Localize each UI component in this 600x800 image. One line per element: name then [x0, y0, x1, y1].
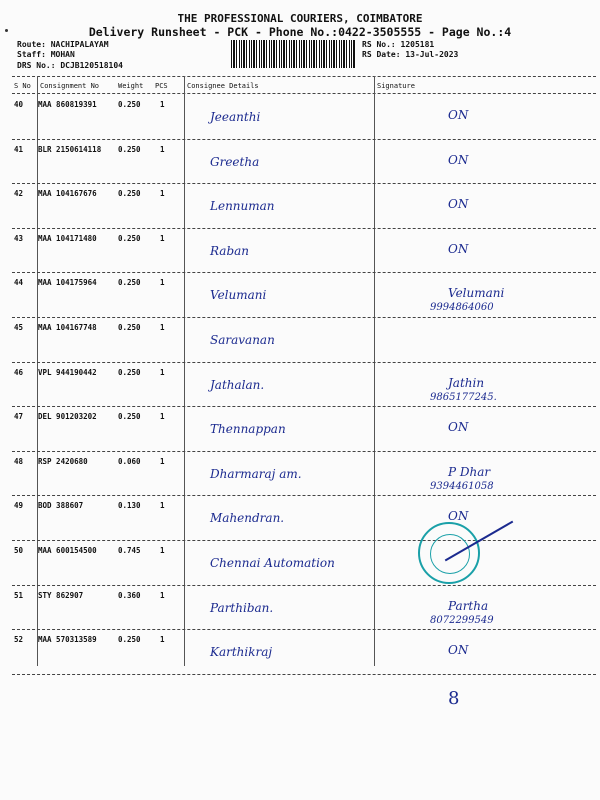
weight-cell: 0.250 [118, 189, 141, 199]
col-weight: Weight [118, 82, 144, 90]
consignee-handwriting: Jathalan. [210, 377, 265, 392]
table-row [0, 183, 600, 227]
pcs-cell: 1 [160, 367, 165, 377]
signature-handwriting: ON [448, 643, 469, 658]
consignment-number: MAA 860819391 [38, 100, 97, 109]
weight-cell: 0.130 [118, 501, 141, 511]
pcs-cell: 1 [160, 233, 165, 243]
consignee-handwriting: Raban [210, 243, 250, 258]
sno-cell: 46 [14, 367, 24, 377]
pcs-cell: 1 [160, 590, 165, 600]
col-consignment: Consignment No [40, 82, 100, 90]
row-divider [12, 674, 596, 675]
consignment-number: RSP 2420680 [38, 456, 88, 466]
weight-cell: 0.745 [118, 546, 141, 555]
consignment-number: STY 862907 [38, 590, 84, 600]
pcs-cell: 1 [160, 456, 165, 466]
phone-handwriting: 9865177245. [430, 391, 497, 403]
consignment-number: MAA 600154500 [38, 546, 97, 555]
pcs-cell: 1 [160, 278, 165, 288]
consignment-number: VPL 944190442 [38, 367, 97, 377]
drs-number: DRS No.: DCJB120518104 [17, 61, 123, 70]
weight-cell: 0.250 [118, 323, 141, 332]
pcs-cell: 1 [160, 144, 165, 154]
pcs-cell: 1 [160, 189, 165, 199]
consignee-handwriting: Karthikraj [210, 645, 273, 660]
table-row [0, 585, 600, 629]
table-row [0, 139, 600, 183]
staff-label: Staff: MOHAN [17, 50, 75, 59]
runsheet-subtitle: Delivery Runsheet - PCK - Phone No.:0422-3505555 - Page No.:4 [88, 25, 512, 39]
consignment-number: MAA 570313589 [38, 635, 97, 645]
consignee-handwriting: Dharmaraj am. [210, 466, 302, 481]
table-row [0, 540, 600, 584]
sno-cell: 41 [14, 144, 24, 154]
consignment-number: MAA 104175964 [38, 278, 97, 288]
consignee-handwriting: Mahendran. [210, 511, 285, 526]
sno-cell: 50 [14, 546, 24, 555]
handwritten-page-number: 8 [448, 688, 460, 709]
signature-handwriting: Partha [448, 598, 489, 613]
sno-cell: 42 [14, 189, 24, 199]
table-row [0, 451, 600, 495]
weight-cell: 0.250 [118, 367, 141, 377]
table-row [0, 495, 600, 539]
consignee-handwriting: Thennappan [210, 422, 286, 437]
signature-handwriting: ON [448, 420, 469, 435]
consignee-handwriting: Jeeanthi [210, 110, 261, 124]
sno-cell: 51 [14, 590, 24, 600]
pcs-cell: 1 [160, 546, 165, 555]
signature-handwriting: ON [448, 197, 469, 212]
rs-number: RS No.: 1205181 [362, 40, 435, 49]
consignee-handwriting: Greetha [210, 154, 260, 169]
table-row [0, 272, 600, 316]
signature-handwriting: ON [448, 509, 469, 524]
table-row [0, 228, 600, 272]
signature-handwriting: Velumani [448, 286, 505, 301]
sno-cell: 48 [14, 456, 24, 466]
signature-handwriting: Jathin [448, 375, 485, 390]
col-signature: Signature [377, 82, 415, 90]
consignment-number: MAA 104167676 [38, 189, 97, 199]
sno-cell: 40 [14, 100, 24, 109]
sno-cell: 49 [14, 501, 24, 511]
pcs-cell: 1 [160, 323, 165, 332]
sno-cell: 43 [14, 233, 24, 243]
phone-handwriting: 9394461058 [430, 480, 494, 492]
signature-handwriting: ON [448, 241, 469, 256]
consignment-number: MAA 104171480 [38, 233, 97, 243]
consignee-handwriting: Chennai Automation [210, 556, 335, 570]
rs-date: RS Date: 13-Jul-2023 [362, 50, 459, 59]
signature-handwriting: ON [448, 108, 469, 122]
route-label: Route: NACHIPALAYAM [17, 40, 109, 49]
table-row [0, 406, 600, 450]
weight-cell: 0.250 [118, 144, 141, 154]
consignment-number: BOD 388607 [38, 501, 84, 511]
weight-cell: 0.250 [118, 278, 141, 288]
sno-cell: 45 [14, 323, 24, 332]
company-title: THE PROFESSIONAL COURIERS, COIMBATORE [177, 12, 423, 25]
pcs-cell: 1 [160, 412, 165, 422]
consignee-handwriting: Saravanan [210, 333, 275, 347]
consignee-handwriting: Parthiban. [210, 600, 274, 615]
weight-cell: 0.360 [118, 590, 141, 600]
table-row [0, 317, 600, 361]
phone-handwriting: 8072299549 [430, 614, 494, 626]
weight-cell: 0.060 [118, 456, 141, 466]
signature-handwriting: ON [448, 152, 469, 167]
table-row [0, 362, 600, 406]
table-row [0, 94, 600, 138]
weight-cell: 0.250 [118, 100, 141, 109]
consignment-number: BLR 2150614118 [38, 144, 102, 154]
header-divider-top [12, 76, 596, 77]
company-stamp [418, 522, 480, 584]
pcs-cell: 1 [160, 501, 165, 511]
consignment-number: MAA 104167748 [38, 323, 97, 332]
pcs-cell: 1 [160, 100, 165, 109]
sno-cell: 47 [14, 412, 24, 422]
weight-cell: 0.250 [118, 233, 141, 243]
weight-cell: 0.250 [118, 412, 141, 422]
phone-handwriting: 9994864060 [430, 302, 494, 314]
weight-cell: 0.250 [118, 635, 141, 645]
signature-handwriting: P Dhar [448, 464, 491, 479]
sno-cell: 44 [14, 278, 24, 288]
consignment-number: DEL 901203202 [38, 412, 97, 422]
consignee-handwriting: Lennuman [210, 199, 275, 214]
col-pcs: PCS [155, 82, 168, 90]
consignee-handwriting: Velumani [210, 288, 267, 303]
pcs-cell: 1 [160, 635, 165, 645]
col-sno: S No [14, 82, 31, 90]
barcode [231, 40, 356, 68]
sno-cell: 52 [14, 635, 24, 645]
col-consignee: Consignee Details [187, 82, 259, 90]
table-row [0, 629, 600, 673]
